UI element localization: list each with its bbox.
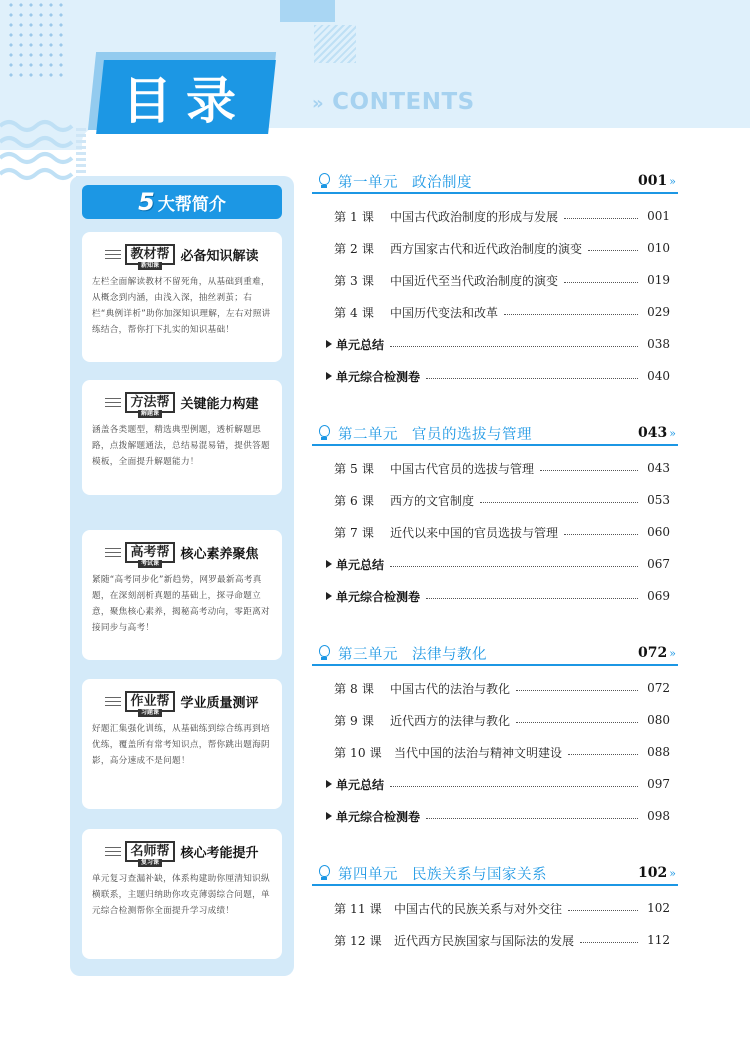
triangle-marker-icon xyxy=(326,812,332,820)
intro-card-textbook xyxy=(82,232,282,362)
chevron-right-icon: » xyxy=(669,427,676,440)
lines-icon xyxy=(105,847,121,856)
lightbulb-icon xyxy=(318,865,330,881)
unit-header xyxy=(312,642,678,666)
leader-dots xyxy=(580,942,638,943)
leader-dots xyxy=(564,282,638,283)
lightbulb-icon xyxy=(318,173,330,189)
card-body: 好题汇集强化训练，从基础练到综合练再到培优练，覆盖所有常考知识点，帮你跳出题海阴影，高分速成不是问题！ xyxy=(92,724,270,766)
card-badge-sub: 考试课 xyxy=(138,560,162,568)
card-badge: 方法帮 解题课 xyxy=(125,392,174,413)
intro-card-method xyxy=(82,380,282,495)
card-badge-sub: 习题课 xyxy=(138,709,162,717)
leader-dots xyxy=(390,566,638,567)
intro-card-exam xyxy=(82,530,282,660)
card-badge: 高考帮 考试课 xyxy=(125,542,174,563)
leader-dots xyxy=(564,534,638,535)
hatch-decoration xyxy=(314,25,356,63)
triangle-marker-icon xyxy=(326,592,332,600)
double-chevron-icon: » xyxy=(312,93,325,114)
unit-header xyxy=(312,422,678,446)
toc-row[interactable]: 第 1 课 中国古代政治制度的形成与发展 001 xyxy=(334,209,670,224)
lines-icon xyxy=(105,398,121,407)
top-strip-decoration xyxy=(280,0,335,22)
card-title: 核心考能提升 xyxy=(180,845,259,861)
leader-dots xyxy=(390,786,638,787)
card-badge-sub: 新知课 xyxy=(138,262,162,270)
toc-unit-3 xyxy=(312,642,678,832)
toc-row[interactable]: 第 9 课 近代西方的法律与教化 080 xyxy=(334,713,670,728)
triangle-marker-icon xyxy=(326,372,332,380)
toc-row[interactable]: 第 8 课 中国古代的法治与教化 072 xyxy=(334,681,670,696)
leader-dots xyxy=(426,818,638,819)
toc-row-summary[interactable]: 单元总结 067 xyxy=(312,548,678,580)
triangle-marker-icon xyxy=(326,780,332,788)
toc-row[interactable]: 第 6 课 西方的文官制度 053 xyxy=(334,493,670,508)
toc-row-summary[interactable]: 单元总结 038 xyxy=(312,328,678,360)
intro-card-teacher xyxy=(82,829,282,959)
card-body: 单元复习查漏补缺，体系构建助你厘清知识纵横联系，主题归纳助你攻克薄弱综合问题，单元综合检测帮你全面提升学习成绩！ xyxy=(92,874,270,916)
chevron-right-icon: » xyxy=(669,647,676,660)
leader-dots xyxy=(480,502,638,503)
card-title: 关键能力构建 xyxy=(180,396,259,412)
toc-row[interactable]: 第 3 课 中国近代至当代政治制度的演变 019 xyxy=(334,273,670,288)
leader-dots xyxy=(564,218,638,219)
contents-text: CONTENTS xyxy=(332,89,475,115)
unit-title: 第三单元 法律与教化 xyxy=(338,646,487,663)
card-head xyxy=(92,689,272,716)
triangle-marker-icon xyxy=(326,560,332,568)
lines-icon xyxy=(105,697,121,706)
leader-dots xyxy=(568,754,638,755)
leader-dots xyxy=(504,314,638,315)
wave-decoration xyxy=(0,118,75,190)
title-box xyxy=(96,60,276,134)
toc-unit-2 xyxy=(312,422,678,612)
card-head xyxy=(92,839,272,866)
leader-dots xyxy=(516,690,638,691)
card-body: 紧随“高考同步化”新趋势，网罗最新高考真题，在深刻剖析真题的基础上，探寻命题立意，聚焦核心素养，揭秘高考动向，零距离对接同步与高考！ xyxy=(92,575,270,633)
toc-row[interactable]: 第 2 课 西方国家古代和近代政治制度的演变 010 xyxy=(334,241,670,256)
unit-page: 043 » xyxy=(638,425,676,441)
toc-row[interactable]: 第 12 课 近代西方民族国家与国际法的发展 112 xyxy=(334,933,670,948)
toc-row[interactable]: 第 7 课 近代以来中国的官员选拔与管理 060 xyxy=(334,525,670,540)
leader-dots xyxy=(540,470,638,471)
card-title: 核心素养聚焦 xyxy=(180,546,259,562)
unit-title: 第一单元 政治制度 xyxy=(338,174,472,191)
toc-row-summary[interactable]: 单元综合检测卷 069 xyxy=(312,580,678,612)
sidebar-header-number: 5 xyxy=(138,188,155,216)
toc-row[interactable]: 第 10 课 当代中国的法治与精神文明建设 088 xyxy=(334,745,670,760)
leader-dots xyxy=(516,722,638,723)
toc-row-summary[interactable]: 单元综合检测卷 098 xyxy=(312,800,678,832)
unit-page: 102 » xyxy=(638,865,676,881)
card-body: 涵盖各类题型，精选典型例题，透析解题思路，点拨解题通法，总结易混易错，提供答题模板，全面提升解题能力！ xyxy=(92,425,270,467)
card-head xyxy=(92,242,272,269)
unit-header xyxy=(312,862,678,886)
page-title: 目录 xyxy=(122,72,250,130)
toc-row-summary[interactable]: 单元综合检测卷 040 xyxy=(312,360,678,392)
card-badge: 教材帮 新知课 xyxy=(125,244,174,265)
lightbulb-icon xyxy=(318,645,330,661)
sidebar-header xyxy=(82,185,282,219)
card-head xyxy=(92,540,272,567)
toc-row[interactable]: 第 11 课 中国古代的民族关系与对外交往 102 xyxy=(334,901,670,916)
intro-card-homework xyxy=(82,679,282,809)
leader-dots xyxy=(426,598,638,599)
leader-dots xyxy=(390,346,638,347)
sidebar-header-text: 大帮简介 xyxy=(157,194,226,215)
triangle-marker-icon xyxy=(326,340,332,348)
unit-page: 072 » xyxy=(638,645,676,661)
lines-icon xyxy=(105,250,121,259)
card-badge-sub: 解题课 xyxy=(138,410,162,418)
chevron-right-icon: » xyxy=(669,175,676,188)
unit-header xyxy=(312,170,678,194)
card-badge: 作业帮 习题课 xyxy=(125,691,174,712)
leader-dots xyxy=(588,250,638,251)
unit-page: 001 » xyxy=(638,173,676,189)
toc-unit-1 xyxy=(312,170,678,392)
dot-pattern-decoration xyxy=(6,0,66,80)
toc-row[interactable]: 第 5 课 中国古代官员的选拔与管理 043 xyxy=(334,461,670,476)
toc-row-summary[interactable]: 单元总结 097 xyxy=(312,768,678,800)
card-title: 学业质量测评 xyxy=(180,695,259,711)
chevron-right-icon: » xyxy=(669,867,676,880)
toc-row[interactable]: 第 4 课 中国历代变法和改革 029 xyxy=(334,305,670,320)
lines-icon xyxy=(105,548,121,557)
lightbulb-icon xyxy=(318,425,330,441)
card-head xyxy=(92,390,272,417)
contents-label xyxy=(312,89,475,115)
card-badge: 名师帮 复习课 xyxy=(125,841,174,862)
card-title: 必备知识解读 xyxy=(180,248,259,264)
leader-dots xyxy=(426,378,638,379)
leader-dots xyxy=(568,910,638,911)
unit-title: 第四单元 民族关系与国家关系 xyxy=(338,866,547,883)
card-body: 左栏全面解读教材不留死角，从基础到重难，从概念到内涵，由浅入深，抽丝剥茧；右栏“典例详析”助你加深知识理解，左右对照讲练结合，帮你打下扎实的知识基础！ xyxy=(92,277,271,335)
unit-title: 第二单元 官员的选拔与管理 xyxy=(338,426,532,443)
card-badge-sub: 复习课 xyxy=(138,859,162,867)
toc-unit-4 xyxy=(312,862,678,956)
